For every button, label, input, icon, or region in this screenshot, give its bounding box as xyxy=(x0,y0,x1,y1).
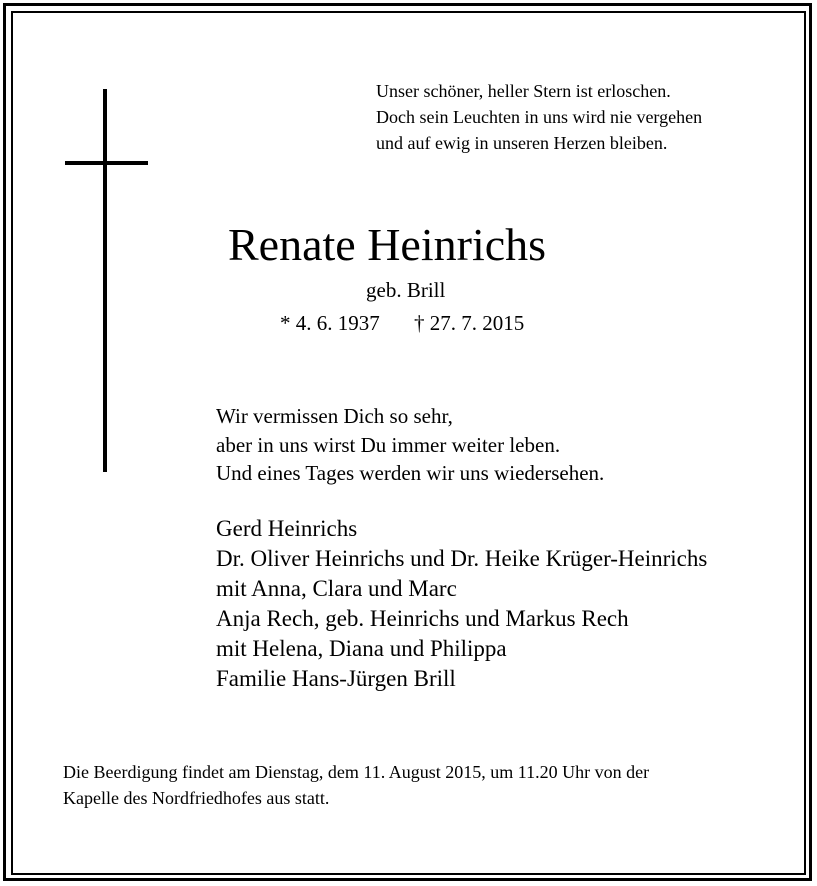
deceased-name: Renate Heinrichs xyxy=(228,219,547,270)
life-dates xyxy=(280,310,525,336)
funeral-notice-line: Kapelle des Nordfriedhofes aus statt. xyxy=(63,788,330,808)
verse-line: Und eines Tages werden wir uns wiedersehen. xyxy=(216,461,605,485)
verse-line: aber in uns wirst Du immer weiter leben. xyxy=(216,432,561,457)
poem-line: Doch sein Leuchten in uns wird nie vergehen xyxy=(376,107,703,127)
death-date: † 27. 7. 2015 xyxy=(414,311,525,335)
cross-horizontal-bar xyxy=(65,161,148,165)
mourner-line: mit Helena, Diana und Philippa xyxy=(216,636,507,661)
verse xyxy=(216,402,604,488)
funeral-notice xyxy=(63,759,649,811)
mourner-line: mit Anna, Clara und Marc xyxy=(216,576,457,601)
poem xyxy=(376,78,702,156)
verse-line: Wir vermissen Dich so sehr, xyxy=(216,404,453,428)
mourner-line: Familie Hans-Jürgen Brill xyxy=(216,666,456,691)
mourner-line: Gerd Heinrichs xyxy=(216,516,358,541)
maiden-name: geb. Brill xyxy=(366,278,446,302)
mourner-line: Dr. Oliver Heinrichs und Dr. Heike Krüger-Heinrichs xyxy=(216,546,708,571)
birth-date: * 4. 6. 1937 xyxy=(280,311,380,335)
cross-vertical-bar xyxy=(103,89,107,472)
poem-line: Unser schöner, heller Stern ist erloschen. xyxy=(376,81,671,101)
poem-line: und auf ewig in unseren Herzen bleiben. xyxy=(376,133,668,153)
mourner-line: Anja Rech, geb. Heinrichs und Markus Rech xyxy=(216,606,629,631)
mourners-list xyxy=(216,514,707,694)
funeral-notice-line: Die Beerdigung findet am Dienstag, dem 11. August 2015, um 11.20 Uhr von der xyxy=(63,762,650,782)
